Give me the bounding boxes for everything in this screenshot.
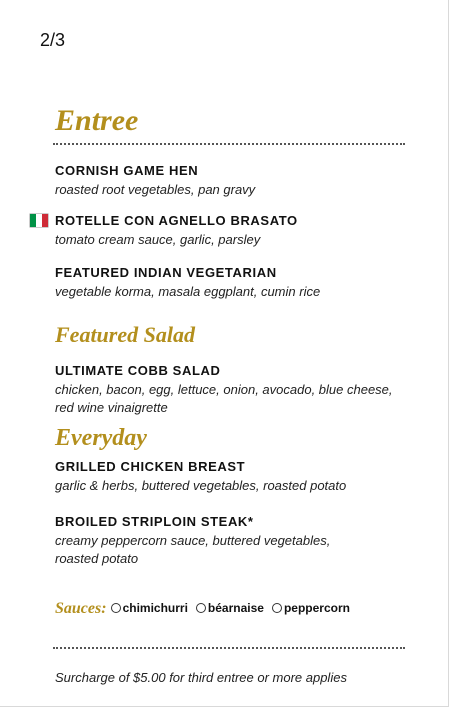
menu-item (55, 513, 425, 568)
section-title-entree: Entree (55, 104, 139, 137)
item-name: ULTIMATE COBB SALAD (55, 363, 221, 378)
menu-item (55, 264, 425, 301)
section-title-featured-salad: Featured Salad (55, 322, 195, 347)
circle-icon (196, 603, 206, 613)
menu-item (55, 458, 425, 495)
item-description: vegetable korma, masala eggplant, cumin rice (55, 284, 321, 299)
item-description (55, 381, 425, 417)
item-description-line: chicken, bacon, egg, lettuce, onion, avocado, blue cheese, (55, 382, 393, 397)
sauces-row (55, 600, 358, 618)
dotted-divider (53, 143, 405, 145)
item-description: roasted root vegetables, pan gravy (55, 182, 256, 197)
item-name: CORNISH GAME HEN (55, 163, 199, 178)
item-name: FEATURED INDIAN VEGETARIAN (55, 265, 277, 280)
item-description: garlic & herbs, buttered vegetables, roasted potato (55, 478, 347, 493)
item-description-line: roasted potato (55, 551, 139, 566)
item-name: GRILLED CHICKEN BREAST (55, 459, 246, 474)
circle-icon (111, 603, 121, 613)
sauce-option-label: peppercorn (283, 601, 350, 615)
menu-item (55, 162, 425, 199)
surcharge-note: Surcharge of $5.00 for third entree or more applies (55, 670, 347, 685)
item-description-line: red wine vinaigrette (55, 400, 168, 415)
item-description (55, 532, 425, 568)
item-name: ROTELLE CON AGNELLO BRASATO (55, 213, 298, 228)
sauce-option[interactable] (272, 601, 350, 615)
menu-item (55, 212, 425, 249)
page-number: 2/3 (40, 30, 66, 50)
menu-item (55, 362, 425, 417)
circle-icon (272, 603, 282, 613)
dotted-divider (53, 647, 405, 649)
item-description: tomato cream sauce, garlic, parsley (55, 232, 261, 247)
item-name: BROILED STRIPLOIN STEAK* (55, 514, 254, 529)
sauce-option-label: chimichurri (122, 601, 188, 615)
item-description-line: creamy peppercorn sauce, buttered vegetables, (55, 533, 331, 548)
sauces-label: Sauces: (55, 600, 107, 617)
sauce-option-label: béarnaise (207, 601, 264, 615)
sauce-option[interactable] (111, 601, 188, 615)
section-title-everyday: Everyday (55, 425, 147, 451)
italian-flag-icon (30, 214, 48, 227)
sauce-option[interactable] (196, 601, 264, 615)
